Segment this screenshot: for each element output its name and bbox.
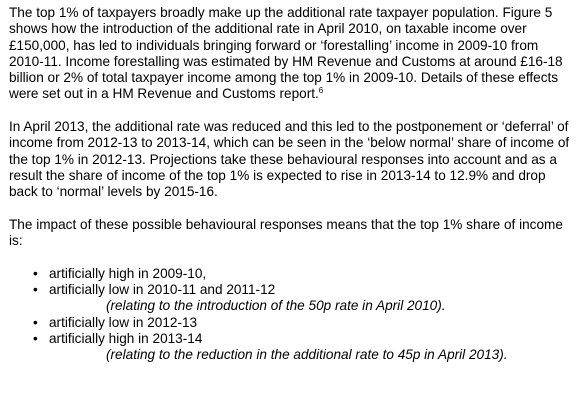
paragraph-forestalling-text: The top 1% of taxpayers broadly make up the additional rate taxpayer population. Figure 5 shows how the introduction of the additional rate in April 2010, on taxable income over £150,000, has led to individuals bringing forward or ‘forestalling’ income in 2009-10 from 2010-11. Income forestalling was estimated by HM Revenue and Customs at around £16-18 billion or 2% of total taxpayer income among the top 1% in 2009-10. Details of these effects were set out in a HM Revenue and Customs report.: [9, 5, 563, 102]
bullet-icon: •: [33, 330, 38, 346]
bullet-icon: •: [33, 265, 38, 281]
footnote-marker[interactable]: 6: [318, 86, 324, 96]
list-item: [9, 331, 571, 347]
paragraph-impact: The impact of these possible behavioural responses means that the top 1% share of income is:: [9, 216, 563, 249]
bullet-icon: •: [33, 282, 38, 298]
document-body: [9, 5, 571, 364]
paragraph-deferral: In April 2013, the additional rate was reduced and this led to the postponement or ‘deferral’ of income from 2012-13 to 2013-14, which can be seen in the ‘below normal’ share of income of the top 1% in 2012-13. Projections take these behavioural responses into account and as a result the share of income of the top 1% is expected to rise in 2013-14 to 12.9% and drop back to ‘normal’ levels by 2015-16.: [9, 119, 570, 200]
list-item-text: artificially low in 2012-13: [49, 314, 198, 330]
list-item-text: artificially high in 2013-14: [49, 330, 203, 346]
list-note: (relating to the reduction in the additional rate to 45p in April 2013).: [106, 347, 508, 363]
list-item: [9, 315, 571, 331]
list-item-text: artificially low in 2010-11 and 2011-12: [49, 282, 276, 298]
list-item: [9, 282, 571, 298]
paragraph-forestalling: [9, 5, 571, 103]
list-item: [9, 266, 571, 282]
list-item-text: artificially high in 2009-10,: [49, 265, 207, 281]
impact-list: [9, 266, 571, 364]
bullet-icon: •: [33, 314, 38, 330]
list-note: (relating to the introduction of the 50p rate in April 2010).: [106, 298, 446, 314]
